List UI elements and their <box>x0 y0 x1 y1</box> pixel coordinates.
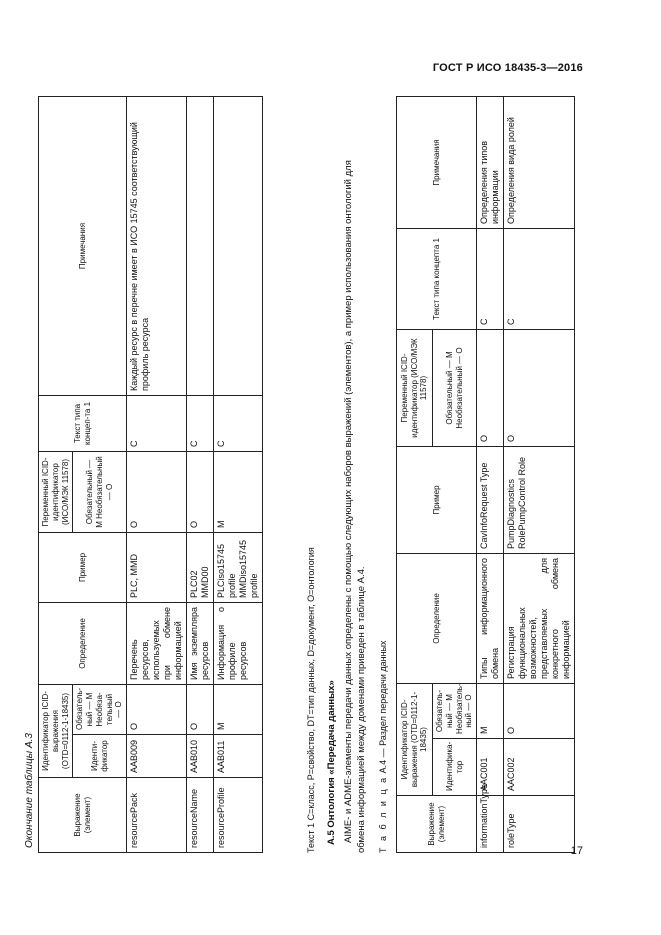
header-concept-type: Текст типа концепта 1 <box>397 229 477 330</box>
cell-example: PLC, MMD <box>127 533 187 603</box>
cell-variable-mandatory: O <box>503 330 574 447</box>
cell-concept-type: C <box>503 229 574 330</box>
header-expression: Выражение (элемент) <box>397 796 477 853</box>
header-variable-mandatory: Обязательный — M Необязательный — O <box>73 452 127 533</box>
rotated-page-content <box>24 88 624 858</box>
header-mandatory: Обязатель-ный — M Необяза-тельный — O <box>73 685 127 735</box>
header-expression: Выражение (элемент) <box>39 778 127 853</box>
cell-concept-type: C <box>186 396 213 452</box>
header-definition: Определение <box>39 603 127 685</box>
caption-text: А.4 — Раздел передачи данных <box>378 640 388 774</box>
cell-notes: Определения вида ролей <box>503 97 574 229</box>
cell-notes <box>186 97 213 396</box>
cell-example: PumpDiagnostics RolePumpControl Role <box>503 447 574 554</box>
header-variable-icid: Переменный ICID-идентификатор (ИСО/МЭК 11578) <box>397 330 433 447</box>
cell-concept-type: C <box>127 396 187 452</box>
cell-identifier: AAC002 <box>503 739 574 796</box>
table-row <box>186 97 213 853</box>
header-mandatory: Обязатель-ный — M Необязатель-ный — O <box>433 684 477 739</box>
cell-example: CavInfoRequest Type <box>477 447 504 554</box>
paragraph-line: AIME- и ADME-элементы передачи данных определены с помощью следующих наборов выражений (элементов), а пример использования онтологий для <box>343 160 354 843</box>
cell-definition: Имя экземпляра ресурсов <box>186 603 213 685</box>
header-example: Пример <box>397 447 477 554</box>
caption-prefix: Т а б л и ц а <box>378 775 388 853</box>
header-concept-type: Текст типа концеп-та 1 <box>39 396 127 452</box>
table-row <box>477 97 504 853</box>
cell-example: PLCiso15745 profile MMDiso15745 profile <box>213 533 262 603</box>
cell-identifier: AAC001 <box>477 739 504 796</box>
cell-identifier: AAB009 <box>127 735 187 778</box>
cell-mandatory: O <box>503 684 574 739</box>
header-definition: Определение <box>397 554 477 684</box>
cell-notes: Определения типов информации <box>477 97 504 229</box>
document-header: ГОСТ Р ИСО 18435-3—2016 <box>432 62 583 74</box>
cell-mandatory: M <box>477 684 504 739</box>
cell-expression: informationType <box>477 796 504 853</box>
cell-expression: resourcePack <box>127 778 187 853</box>
table-footnote: Текст 1 C=класс, P=свойство, DT=тип данных, D=документ, O=онтология <box>306 547 316 853</box>
table-row <box>503 97 574 853</box>
cell-mandatory: O <box>127 685 187 735</box>
header-variable-mandatory: Обязательный — M Необязательный — O <box>433 330 477 447</box>
cell-notes: Каждый ресурс в перечне имеет в ИСО 15745 соответствующий профиль ресурса <box>127 97 187 396</box>
cell-definition: Перечень ресурсов, используемых при обмене информацией <box>127 603 187 685</box>
cell-mandatory: O <box>186 685 213 735</box>
page-number: 17 <box>570 845 583 857</box>
header-example: Пример <box>39 533 127 603</box>
cell-variable-mandatory: M <box>213 452 262 533</box>
cell-notes <box>213 97 262 396</box>
table-a3 <box>38 96 263 853</box>
cell-expression: resourceProfile <box>213 778 262 853</box>
table-row <box>213 97 262 853</box>
header-notes: Примечания <box>397 97 477 229</box>
cell-concept-type: C <box>213 396 262 452</box>
cell-variable-mandatory: O <box>186 452 213 533</box>
cell-mandatory: M <box>213 685 262 735</box>
header-identifier: Иденти-фикатор <box>73 735 127 778</box>
section-title: А.5 Онтология «Передача данных» <box>326 680 337 845</box>
cell-definition: Регистрация функциональных возможностей, представляемых для конкретного обмена информацией <box>503 554 574 684</box>
section-paragraph <box>342 93 369 853</box>
cell-identifier: AAB010 <box>186 735 213 778</box>
header-variable-icid: Переменный ICID-идентификатор (ИСО/МЭК 11578) <box>39 452 73 533</box>
cell-concept-type: C <box>477 229 504 330</box>
paragraph-line: обмена информацией между доменами приведен в таблице А.4. <box>356 566 368 853</box>
cell-variable-mandatory: O <box>127 452 187 533</box>
cell-definition: Информация о профиле ресурсов <box>213 603 262 685</box>
cell-example: PLC02 MMD00 <box>186 533 213 603</box>
cell-identifier: AAB011 <box>213 735 262 778</box>
header-icid: Идентификатор ICID-выражения (OTD=0112-1-18435) <box>39 685 73 778</box>
header-icid: Идентификатор ICID-выражения (OTD=0112-1-18435) <box>397 684 433 796</box>
cell-expression: roleType <box>503 796 574 853</box>
table-a3-continuation-title: Окончание таблицы А.3 <box>24 733 35 848</box>
cell-expression: resourceName <box>186 778 213 853</box>
table-row <box>127 97 187 853</box>
table-a4-caption <box>378 640 388 853</box>
cell-variable-mandatory: O <box>477 330 504 447</box>
cell-definition: Типы информационного обмена <box>477 554 504 684</box>
table-a4 <box>396 96 575 853</box>
header-identifier: Идентифика-тор <box>433 739 477 796</box>
header-notes: Примечания <box>39 97 127 396</box>
